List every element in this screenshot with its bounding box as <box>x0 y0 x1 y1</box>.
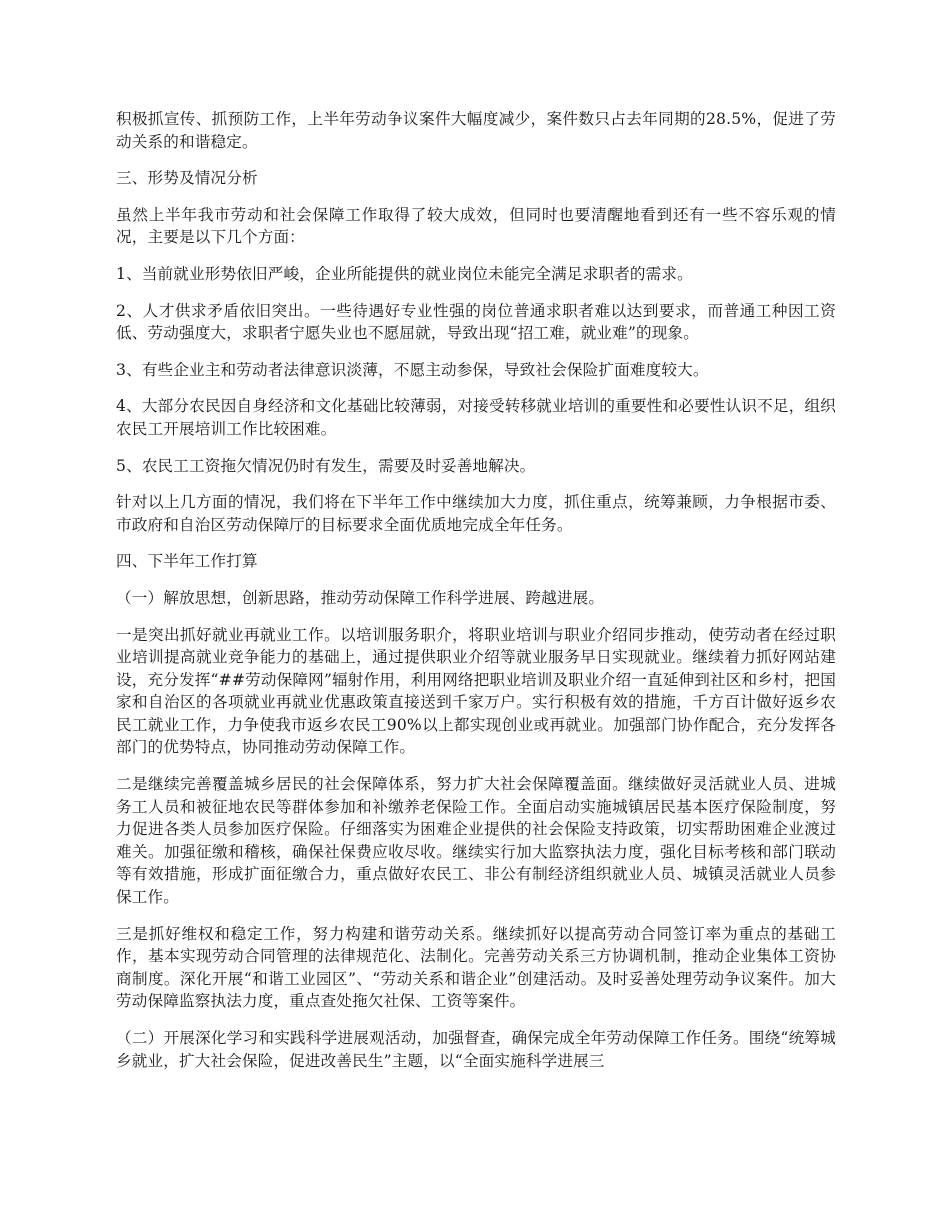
subheading-plan-1: （一）解放思想，创新思路，推动劳动保障工作科学进展、跨越进展。 <box>116 588 605 607</box>
section-heading-situation-analysis: 三、形势及情况分析 <box>116 169 258 188</box>
paragraph-response-plan: 针对以上几方面的情况，我们将在下半年工作中继续加大力度，抓住重点，统筹兼顾，力争根据市委、市政府和自治区劳动保障厅的目标要求全面优质地完成全年任务。 <box>116 493 836 534</box>
paragraph-issue-4: 4、大部分农民因自身经济和文化基础比较薄弱，对接受转移就业培训的重要性和必要性认识不足，组织农民工开展培训工作比较困难。 <box>116 397 836 438</box>
paragraph-employment-work: 一是突出抓好就业再就业工作。以培训服务职介，将职业培训与职业介绍同步推动，使劳动者在经过职业培训提高就业竞争能力的基础上，通过提供职业介绍等就业服务早日实现就业。继续着力抓好网站建设，充分发挥“##劳动保障网”辐射作用，利用网络把职业培训及职业介绍一直延伸到社区和乡村，把国家和自治区的各项就业再就业优惠政策直接送到千家万户。实行积极有效的措施，千方百计做好返乡农民工就业工作，力争使我市返乡农民工90%以上都实现创业或再就业。加强部门协作配合，充分发挥各部门的优势特点，协同推动劳动保障工作。 <box>116 625 836 757</box>
subheading-plan-2: （二）开展深化学习和实践科学进展观活动，加强督查，确保完成全年劳动保障工作任务。围绕“统筹城乡就业，扩大社会保险，促进改善民生”主题，以“全面实施科学进展三 <box>116 1029 836 1070</box>
document-body <box>116 108 836 1086</box>
paragraph-issue-5: 5、农民工工资拖欠情况仍时有发生，需要及时妥善地解决。 <box>116 456 536 475</box>
section-heading-second-half-plan: 四、下半年工作打算 <box>116 552 258 571</box>
paragraph-labor-dispute-summary: 积极抓宣传、抓预防工作，上半年劳动争议案件大幅度减少，案件数只占去年同期的28.5%，促进了劳动关系的和谐稳定。 <box>116 110 836 151</box>
paragraph-social-security: 二是继续完善覆盖城乡居民的社会保障体系，努力扩大社会保障覆盖面。继续做好灵活就业人员、进城务工人员和被征地农民等群体参加和补缴养老保险工作。全面启动实施城镇居民基本医疗保险制度，努力促进各类人员参加医疗保险。仔细落实为困难企业提供的社会保险支持政策，切实帮助困难企业渡过难关。加强征缴和稽核，确保社保费应收尽收。继续实行加大监察执法力度，强化目标考核和部门联动等有效措施，形成扩面征缴合力，重点做好农民工、非公有制经济组织就业人员、城镇灵活就业人员参保工作。 <box>116 775 836 907</box>
paragraph-situation-intro: 虽然上半年我市劳动和社会保障工作取得了较大成效，但同时也要清醒地看到还有一些不容乐观的情况，主要是以下几个方面： <box>116 205 836 247</box>
paragraph-issue-3: 3、有些企业主和劳动者法律意识淡薄，不愿主动参保，导致社会保险扩面难度较大。 <box>116 360 709 379</box>
paragraph-labor-relations: 三是抓好维权和稳定工作，努力构建和谐劳动关系。继续抓好以提高劳动合同签订率为重点的基础工作，基本实现劳动合同管理的法律规范化、法制化。完善劳动关系三方协调机制，推动企业集体工资协商制度。深化开展“和谐工业园区”、“劳动关系和谐企业”创建活动。及时妥善处理劳动争议案件。加大劳动保障监察执法力度，重点查处拖欠社保、工资等案件。 <box>116 924 836 1011</box>
paragraph-issue-2: 2、人才供求矛盾依旧突出。一些待遇好专业性强的岗位普通求职者难以达到要求，而普通工种因工资低、劳动强度大，求职者宁愿失业也不愿屈就，导致出现“招工难，就业难”的现象。 <box>116 301 836 343</box>
paragraph-issue-1: 1、当前就业形势依旧严峻，企业所能提供的就业岗位未能完全满足求职者的需求。 <box>116 264 693 283</box>
